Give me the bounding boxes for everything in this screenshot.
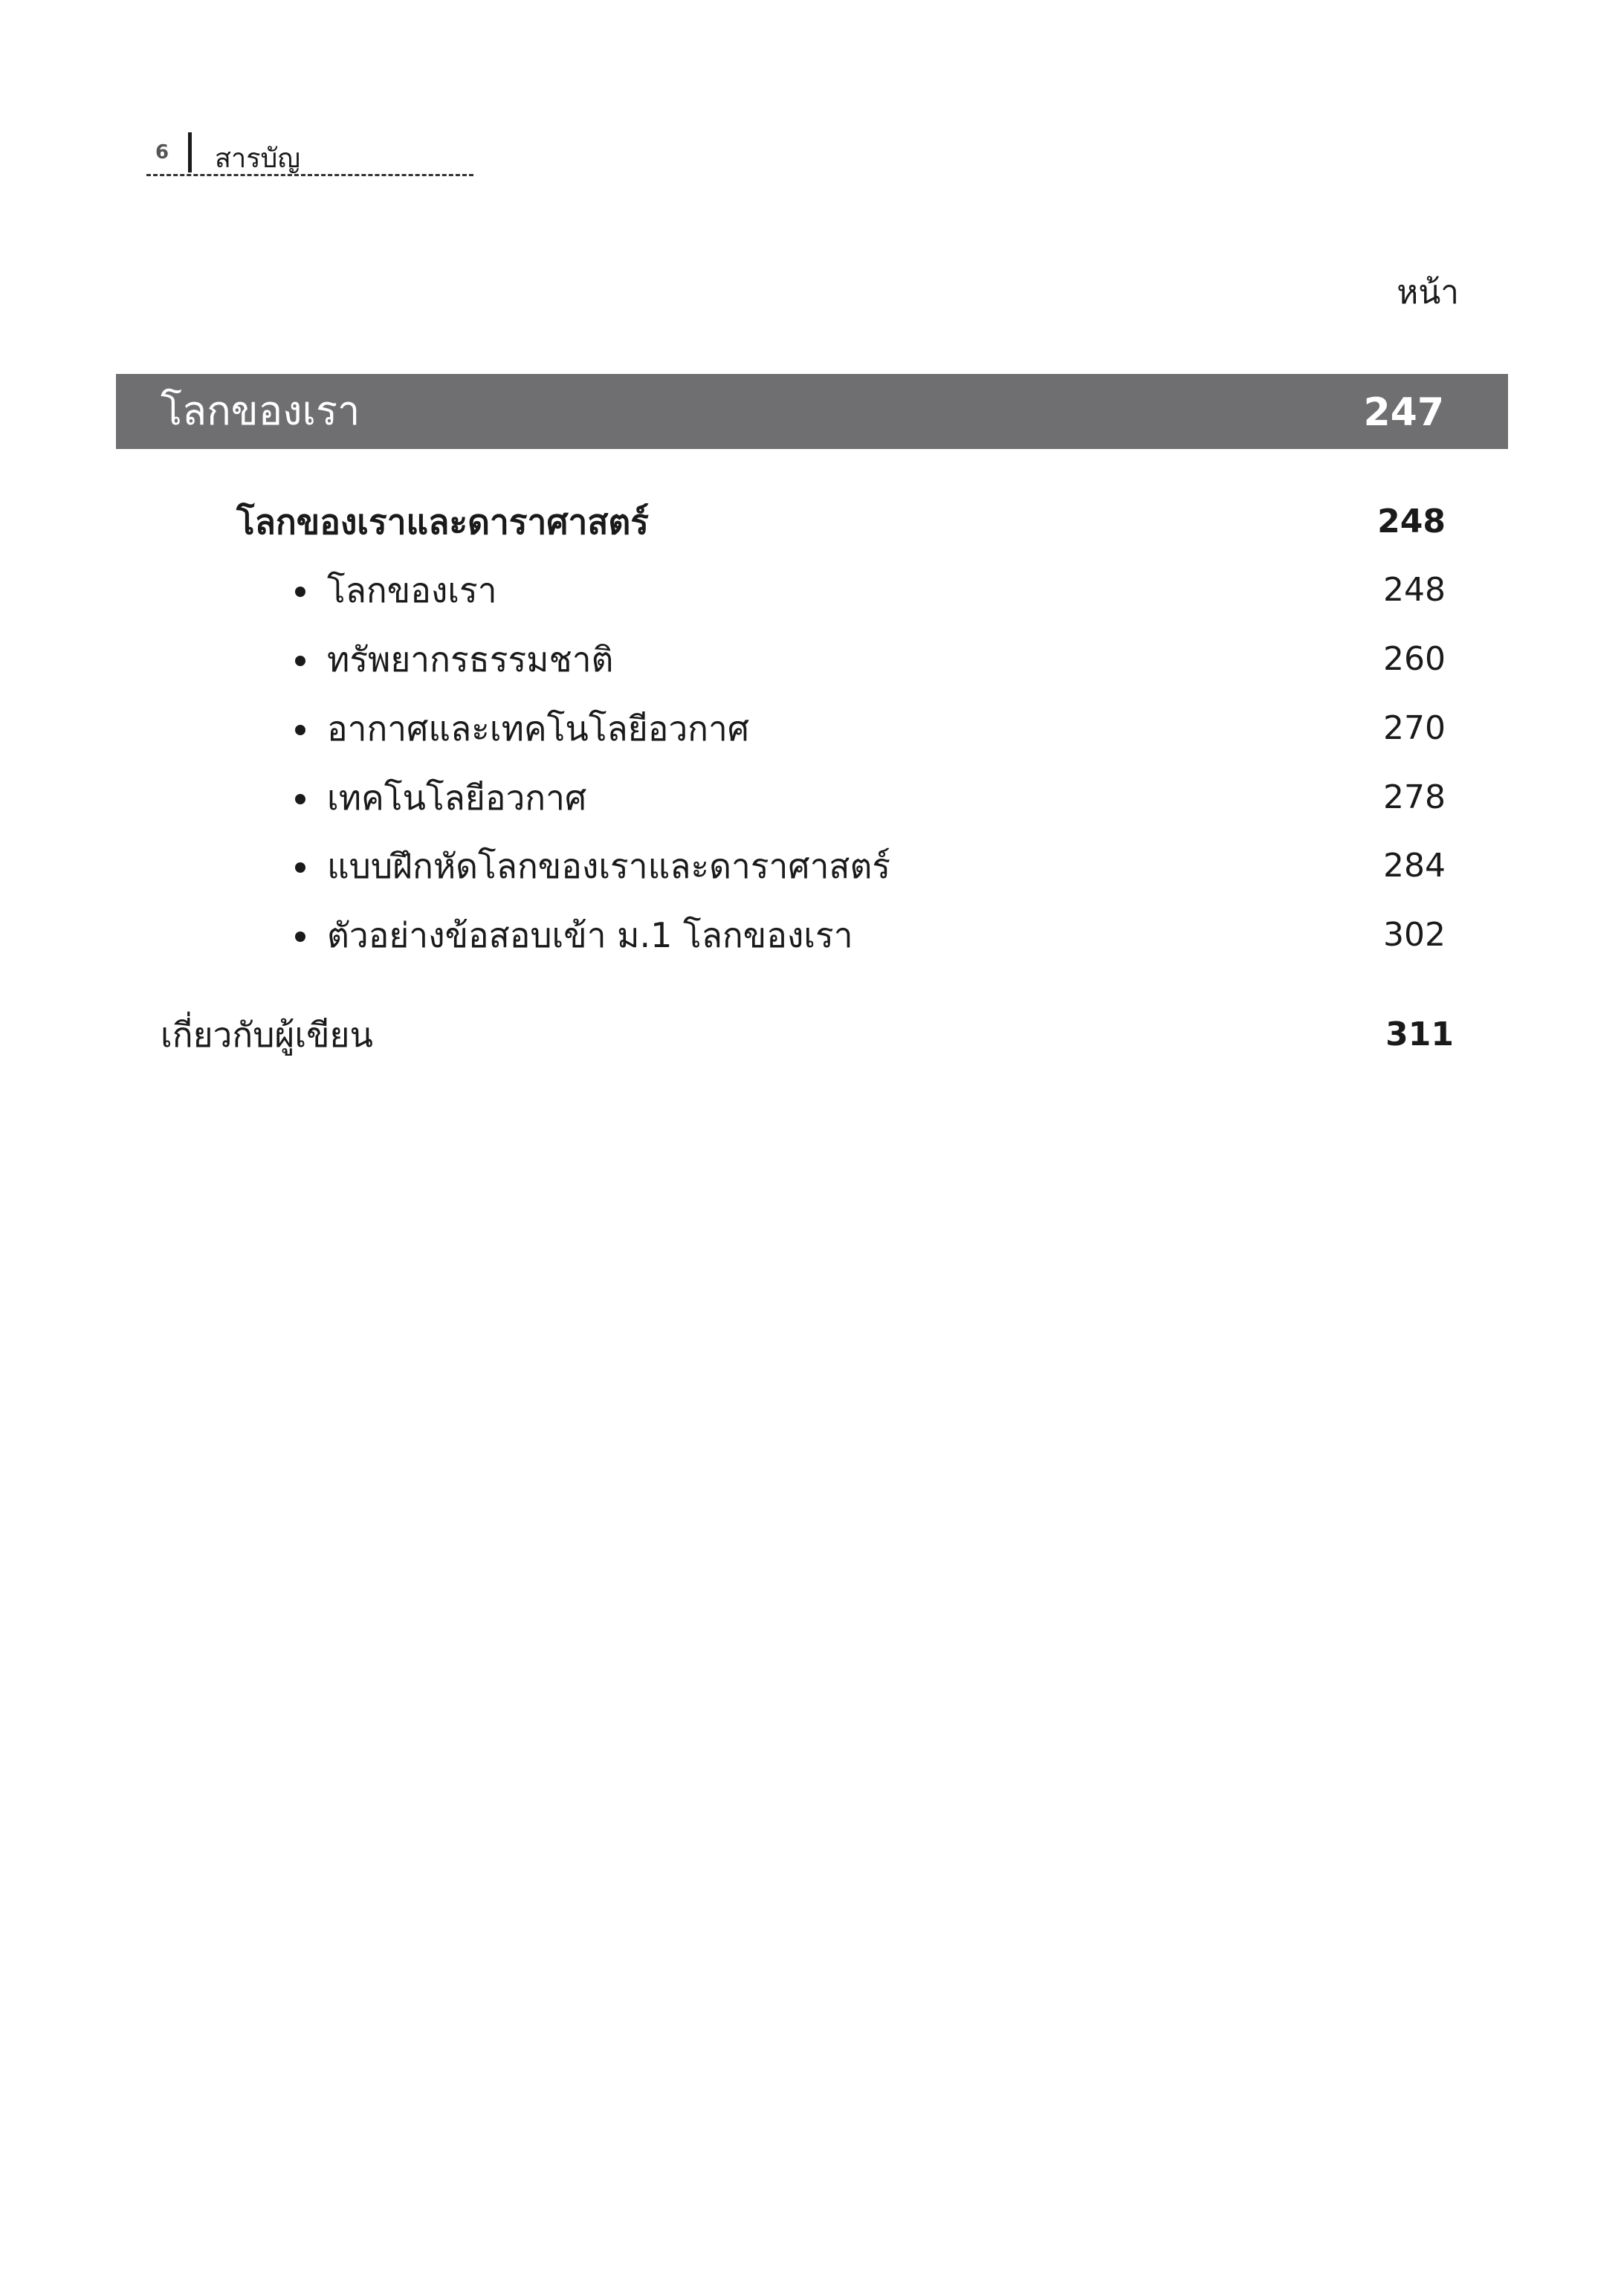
toc-item[interactable] <box>0 844 1624 896</box>
section-page-number: 248 <box>1377 503 1446 540</box>
bullet-icon <box>295 794 305 804</box>
toc-item-page: 270 <box>1383 709 1446 747</box>
bullet-icon <box>295 587 305 597</box>
header-dashed-rule <box>146 174 473 176</box>
toc-item-page: 248 <box>1383 571 1446 609</box>
chapter-page-number: 247 <box>1363 390 1444 435</box>
toc-item[interactable] <box>0 913 1624 965</box>
bullet-icon <box>295 931 305 942</box>
toc-item-label: โลกของเรา <box>327 570 497 610</box>
bullet-icon <box>295 862 305 873</box>
toc-item[interactable] <box>0 568 1624 620</box>
toc-item-label: ทรัพยากรธรรมชาติ <box>327 639 614 679</box>
toc-item-label: อากาศและเทคโนโลยีอวกาศ <box>327 708 750 749</box>
about-author-label: เกี่ยวกับผู้เขียน <box>161 1015 373 1055</box>
bullet-icon <box>295 725 305 735</box>
page-number: 6 <box>155 141 169 164</box>
toc-item-page: 302 <box>1383 916 1446 954</box>
chapter-title: โลกของเรา <box>161 387 360 434</box>
chapter-heading-bar[interactable] <box>116 374 1508 449</box>
toc-item-page: 260 <box>1383 640 1446 678</box>
toc-item-page: 284 <box>1383 847 1446 885</box>
running-header <box>146 132 473 184</box>
toc-item[interactable] <box>0 706 1624 758</box>
running-header-title: สารบัญ <box>215 143 301 174</box>
toc-item[interactable] <box>0 775 1624 827</box>
bullet-icon <box>295 656 305 666</box>
header-divider <box>188 132 192 172</box>
toc-item-label: ตัวอย่างข้อสอบเข้า ม.1 โลกของเรา <box>327 915 853 955</box>
toc-item-label: เทคโนโลยีอวกาศ <box>327 778 587 818</box>
page-column-label: หน้า <box>1397 274 1459 311</box>
toc-item-label: แบบฝึกหัดโลกของเราและดาราศาสตร์ <box>327 846 891 886</box>
toc-item[interactable] <box>0 637 1624 689</box>
toc-about-author-entry[interactable] <box>0 1013 1624 1065</box>
toc-section-entry[interactable] <box>0 500 1624 552</box>
about-author-page: 311 <box>1385 1015 1454 1053</box>
section-title: โลกของเราและดาราศาสตร์ <box>236 502 650 542</box>
toc-item-page: 278 <box>1383 778 1446 816</box>
